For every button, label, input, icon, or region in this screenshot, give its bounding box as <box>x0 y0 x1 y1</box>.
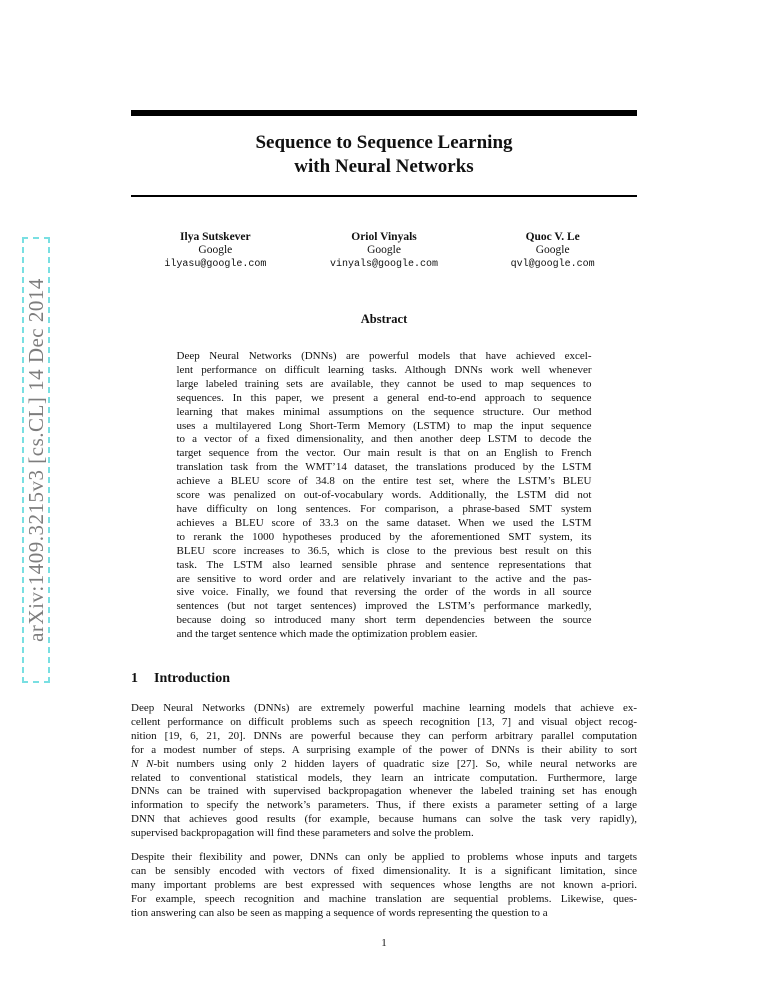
text-line <box>131 758 637 772</box>
section-title: Introduction <box>154 671 230 687</box>
author-name: Quoc V. Le <box>525 231 580 243</box>
intro-paragraph-1 <box>131 702 637 841</box>
text-line: DNN that achieves good results (for example, because humans can solve the task very rapidly), <box>131 813 637 826</box>
text-line: many important problems are best expressed with sequences whose lengths are not known a-priori. <box>131 878 637 891</box>
paper-title-line-2: with Neural Networks <box>294 156 474 177</box>
text-line: tion answering can also be seen as mapping a sequence of words representing the question to a <box>131 906 548 919</box>
author-affiliation: Google <box>535 244 570 256</box>
text-line: sequences. In this paper, we present a general end-to-end approach to sequence <box>176 391 592 404</box>
paper-content <box>131 110 637 921</box>
author-name: Ilya Sutskever <box>180 231 251 243</box>
text-line: learning that makes minimal assumptions on the sequence structure. Our method <box>176 405 592 418</box>
text-line: related to conventional statistical models, they learn an intricate computation. Furthermore, large <box>131 771 637 784</box>
text-line: sentences (but not target sentences) improved the LSTM’s performance markedly, <box>176 600 592 613</box>
paper-title-line-1: Sequence to Sequence Learning <box>255 132 513 153</box>
text-line: Deep Neural Networks (DNNs) are powerful models that have achieved excel- <box>176 350 592 362</box>
text-line: for a modest number of steps. A surprising example of the power of DNNs is their ability to sort <box>131 743 637 756</box>
text-line: Despite their flexibility and power, DNNs can only be applied to problems whose inputs and targets <box>131 851 637 864</box>
text-line: score was penalized on out-of-vocabulary words. Additionally, the LSTM did not <box>176 489 592 502</box>
text-line: because doing so introduced many short term dependencies between the source <box>176 614 592 627</box>
author-2 <box>300 230 469 272</box>
math-variable: N <box>131 757 139 770</box>
author-block <box>131 230 637 272</box>
text-line: and the target sentence which made the optimization problem easier. <box>176 628 478 641</box>
arxiv-watermark-link[interactable]: arXiv:1409.3215v3 [cs.CL] 14 Dec 2014 <box>22 237 50 683</box>
text-line: supervised backpropagation will find these parameters and solve the problem. <box>131 827 474 840</box>
text-line: to rerank the 1000 hypotheses produced by the aforementioned SMT system, its <box>176 530 592 543</box>
author-email: ilyasu@google.com <box>164 259 267 270</box>
author-affiliation: Google <box>198 244 233 256</box>
text-line: BLEU score increases to 36.5, which is close to the previous best result on this <box>176 544 592 557</box>
math-variable: N <box>146 757 154 770</box>
text-line: uses a multilayered Long Short-Term Memory (LSTM) to map the input sequence <box>176 419 592 432</box>
section-heading-introduction <box>131 671 637 687</box>
text-line: lent performance on difficult learning tasks. Although DNNs work well whenever <box>176 363 592 376</box>
top-rule <box>131 110 637 116</box>
text-line: nition [19, 6, 21, 20]. DNNs are powerful because they can perform arbitrary parallel computation <box>131 729 637 742</box>
text-line: task. The LSTM also learned sensible phrase and sentence representations that <box>176 558 592 571</box>
text-line: achieves a BLEU score of 33.3 on the same dataset. When we used the LSTM <box>176 516 592 529</box>
text-segment <box>138 758 146 770</box>
text-line: target sequence from the vector. Our main result is that on an English to French <box>176 447 592 460</box>
author-email: qvl@google.com <box>510 259 595 270</box>
page-number: 1 <box>381 937 387 949</box>
text-line: information to specify the network’s parameters. Thus, if there exists a parameter setting of a large <box>131 799 637 812</box>
text-line: DNNs can be trained with supervised backpropagation whenever the labeled training set has enough <box>131 785 637 798</box>
author-3 <box>468 230 637 272</box>
author-1 <box>131 230 300 272</box>
author-name: Oriol Vinyals <box>351 231 417 243</box>
text-line: to a vector of a fixed dimensionality, and then another deep LSTM to decode the <box>176 433 592 446</box>
text-line: achieve a BLEU score of 34.8 on the entire test set, where the LSTM’s BLEU <box>176 475 592 488</box>
author-email: vinyals@google.com <box>329 259 439 270</box>
section-number: 1 <box>131 671 138 687</box>
author-affiliation: Google <box>367 244 401 256</box>
paper-title <box>131 131 637 179</box>
text-line: sive voice. Finally, we found that reversing the order of the words in all source <box>176 586 592 599</box>
intro-paragraph-2 <box>131 851 637 921</box>
abstract-heading: Abstract <box>360 312 408 326</box>
text-line: For example, speech recognition and machine translation are sequential problems. Likewise, ques- <box>131 892 637 905</box>
title-rule <box>131 195 637 197</box>
abstract-text <box>177 350 592 642</box>
text-line: are sensitive to word order and are relatively invariant to the active and the pas- <box>176 572 592 585</box>
text-line: translation task from the WMT’14 dataset, the translations produced by the LSTM <box>176 461 592 474</box>
text-line: large labeled training sets are available, they cannot be used to map sequences to <box>176 377 592 390</box>
text-line: cellent performance on difficult problems such as speech recognition [13, 7] and visual object recog- <box>131 715 637 728</box>
text-segment: -bit numbers using only 2 hidden layers of quadratic size [27]. So, while neural networks are <box>153 757 637 770</box>
text-line: Deep Neural Networks (DNNs) are extremely powerful machine learning models that achieve ex- <box>131 702 637 715</box>
text-line: have difficulty on long sentences. For comparison, a phrase-based SMT system <box>176 502 592 515</box>
text-line: can be sensibly encoded with vectors of fixed dimensionality. It is a significant limitation, since <box>131 865 637 877</box>
